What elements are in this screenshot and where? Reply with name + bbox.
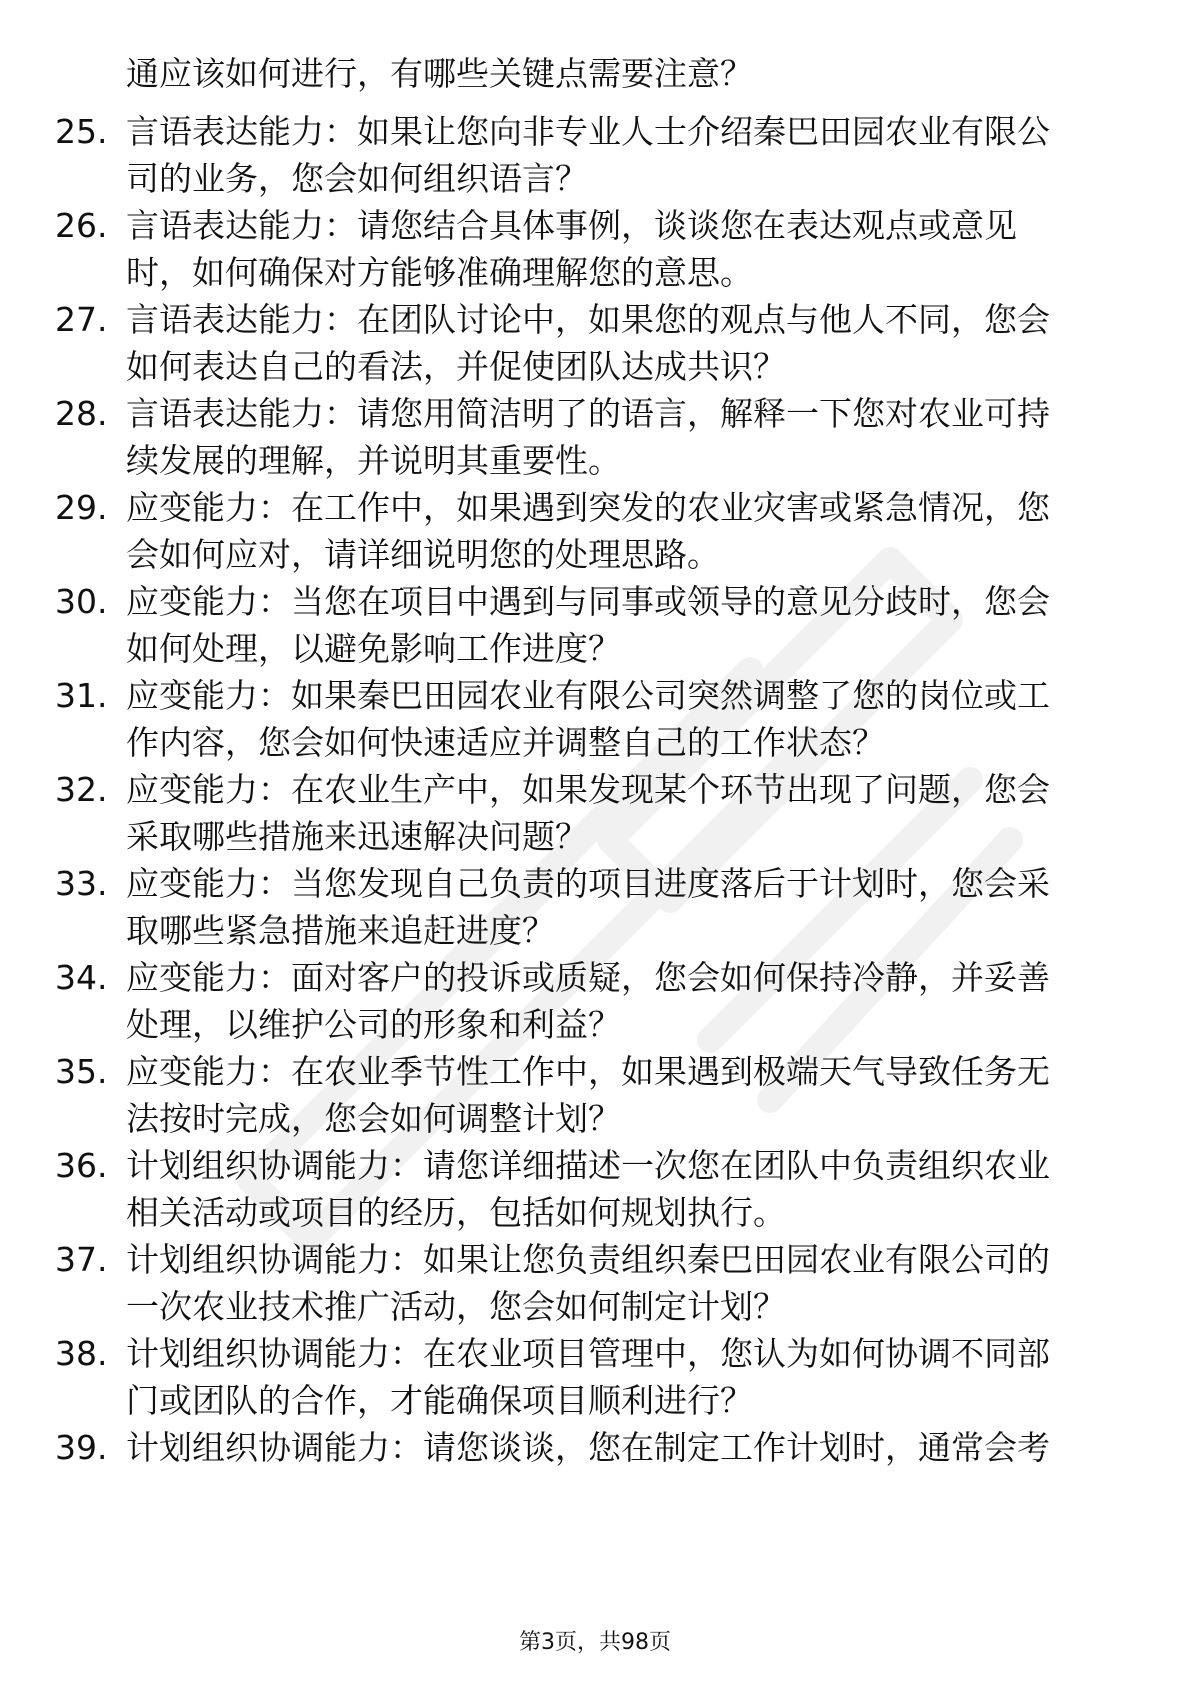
item-text (126, 1330, 1116, 1424)
item-text-line: 应变能力：在农业季节性工作中，如果遇到极端天气导致任务无 (126, 1052, 1050, 1091)
item-number: 35. (55, 1052, 108, 1091)
item-text-line: 应变能力：在农业生产中，如果发现某个环节出现了问题，您会 (126, 770, 1050, 809)
item-text (126, 954, 1116, 1048)
item-text-line: 相关活动或项目的经历，包括如何规划执行。 (126, 1193, 786, 1232)
item-text-line: 言语表达能力：请您用简洁明了的语言，解释一下您对农业可持 (126, 394, 1050, 433)
item-number: 32. (55, 770, 108, 809)
item-text-line: 应变能力：在工作中，如果遇到突发的农业灾害或紧急情况，您 (126, 488, 1050, 527)
item-text (126, 766, 1116, 860)
item-text-line: 如何处理，以避免影响工作进度？ (126, 629, 621, 668)
item-text (126, 1236, 1116, 1330)
item-text-line: 取哪些紧急措施来追赶进度？ (126, 911, 555, 950)
item-text-line: 处理，以维护公司的形象和利益？ (126, 1005, 621, 1044)
item-number: 28. (55, 394, 108, 433)
item-text (126, 1424, 1116, 1471)
item-text-line: 应变能力：当您在项目中遇到与同事或领导的意见分歧时，您会 (126, 582, 1050, 621)
item-text-line: 一次农业技术推广活动，您会如何制定计划？ (126, 1287, 786, 1326)
item-text (126, 672, 1116, 766)
list-item (0, 860, 1190, 954)
item-number: 31. (55, 676, 108, 715)
item-text-line: 续发展的理解，并说明其重要性。 (126, 441, 621, 480)
item-text (126, 1048, 1116, 1142)
question-list (0, 108, 1190, 1518)
item-text (126, 484, 1116, 578)
list-item (0, 484, 1190, 578)
item-text-line: 计划组织协调能力：请您详细描述一次您在团队中负责组织农业 (126, 1146, 1050, 1185)
item-text-line: 言语表达能力：请您结合具体事例，谈谈您在表达观点或意见 (126, 206, 1017, 245)
list-item (0, 1330, 1190, 1424)
item-text (126, 1142, 1116, 1236)
item-text (126, 296, 1116, 390)
item-number: 27. (55, 300, 108, 339)
item-number: 30. (55, 582, 108, 621)
list-item (0, 1236, 1190, 1330)
item-text-line: 言语表达能力：如果让您向非专业人士介绍秦巴田园农业有限公 (126, 112, 1050, 151)
list-item (0, 202, 1190, 296)
item-text-line: 计划组织协调能力：请您谈谈，您在制定工作计划时，通常会考 (126, 1428, 1050, 1467)
item-number: 38. (55, 1334, 108, 1373)
list-item (0, 766, 1190, 860)
item-number: 25. (55, 112, 108, 151)
page-footer: 第3页，共98页 (519, 1630, 671, 1655)
item-text-line: 作内容，您会如何快速适应并调整自己的工作状态？ (126, 723, 885, 762)
list-item (0, 296, 1190, 390)
item-text-line: 应变能力：面对客户的投诉或质疑，您会如何保持冷静，并妥善 (126, 958, 1050, 997)
item-number: 33. (55, 864, 108, 903)
item-text-line: 应变能力：如果秦巴田园农业有限公司突然调整了您的岗位或工 (126, 676, 1050, 715)
item-number: 29. (55, 488, 108, 527)
item-text-line: 计划组织协调能力：在农业项目管理中，您认为如何协调不同部 (126, 1334, 1050, 1373)
item-text (126, 390, 1116, 484)
list-item (0, 1424, 1190, 1518)
item-text-line: 会如何应对，请详细说明您的处理思路。 (126, 535, 720, 574)
list-item (0, 954, 1190, 1048)
item-text-line: 计划组织协调能力：如果让您负责组织秦巴田园农业有限公司的 (126, 1240, 1050, 1279)
item-text (126, 860, 1116, 954)
item-text (126, 202, 1116, 296)
item-text-line: 司的业务，您会如何组织语言？ (126, 159, 588, 198)
list-item (0, 672, 1190, 766)
item-text (126, 578, 1116, 672)
item-text-line: 言语表达能力：在团队讨论中，如果您的观点与他人不同，您会 (126, 300, 1050, 339)
list-item (0, 1048, 1190, 1142)
item-number: 37. (55, 1240, 108, 1279)
list-item (0, 108, 1190, 202)
list-item (0, 578, 1190, 672)
item-text-line: 如何表达自己的看法，并促使团队达成共识？ (126, 347, 786, 386)
continuation-line: 通应该如何进行，有哪些关键点需要注意？ (126, 54, 753, 93)
list-item (0, 1142, 1190, 1236)
item-text-line: 应变能力：当您发现自己负责的项目进度落后于计划时，您会采 (126, 864, 1050, 903)
item-number: 34. (55, 958, 108, 997)
item-number: 39. (55, 1428, 108, 1467)
list-item (0, 390, 1190, 484)
item-text-line: 门或团队的合作，才能确保项目顺利进行？ (126, 1381, 753, 1420)
item-text-line: 时，如何确保对方能够准确理解您的意思。 (126, 253, 753, 292)
item-text-line: 法按时完成，您会如何调整计划？ (126, 1099, 621, 1138)
item-number: 36. (55, 1146, 108, 1185)
item-text (126, 108, 1116, 202)
item-text-line: 采取哪些措施来迅速解决问题？ (126, 817, 588, 856)
item-number: 26. (55, 206, 108, 245)
